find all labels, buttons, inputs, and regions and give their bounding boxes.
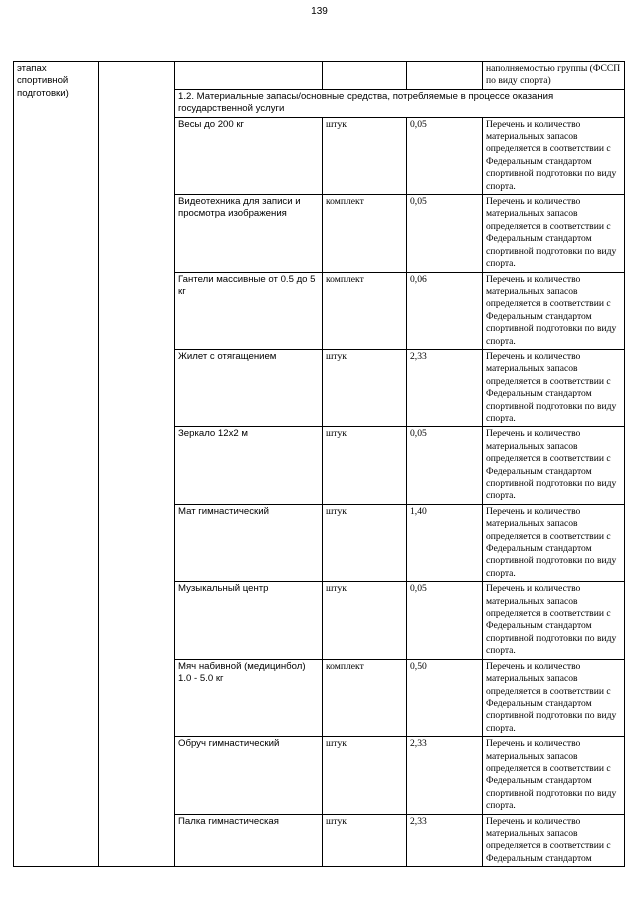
top-note-cell: наполняемостью группы (ФССП по виду спорта) <box>483 62 625 90</box>
item-name: Обруч гимнастический <box>175 737 323 814</box>
item-value: 0,05 <box>407 427 483 504</box>
item-note: Перечень и количество материальных запасов определяется в соответствии с Федеральным стандартом спортивной подготовки по виду спорта. <box>483 195 625 272</box>
table-row <box>14 62 625 90</box>
item-note: Перечень и количество материальных запасов определяется в соответствии с Федеральным стандартом спортивной подготовки по виду спорта. <box>483 349 625 426</box>
item-note: Перечень и количество материальных запасов определяется в соответствии с Федеральным стандартом спортивной подготовки по виду спорта. <box>483 427 625 504</box>
stage-cell: этапах спортивной подготовки) <box>14 62 99 867</box>
item-name: Весы до 200 кг <box>175 117 323 194</box>
item-note: Перечень и количество материальных запасов определяется в соответствии с Федеральным стандартом спортивной подготовки по виду спорта. <box>483 582 625 659</box>
item-value: 1,40 <box>407 504 483 581</box>
item-note: Перечень и количество материальных запасов определяется в соответствии с Федеральным стандартом спортивной подготовки по виду спорта. <box>483 117 625 194</box>
item-unit: штук <box>323 117 407 194</box>
item-name: Мат гимнастический <box>175 504 323 581</box>
item-note: Перечень и количество материальных запасов определяется в соответствии с Федеральным стандартом спортивной подготовки по виду спорта. <box>483 737 625 814</box>
item-name: Мяч набивной (медицинбол) 1.0 - 5.0 кг <box>175 659 323 736</box>
empty-cell <box>407 62 483 90</box>
item-unit: штук <box>323 582 407 659</box>
item-unit: комплект <box>323 272 407 349</box>
item-note: Перечень и количество материальных запасов определяется в соответствии с Федеральным стандартом спортивной подготовки по виду спорта. <box>483 504 625 581</box>
item-name: Жилет с отягащением <box>175 349 323 426</box>
section-title: 1.2. Материальные запасы/основные средства, потребляемые в процессе оказания государственной услуги <box>175 89 625 117</box>
empty-cell <box>175 62 323 90</box>
item-value: 0,50 <box>407 659 483 736</box>
item-unit: штук <box>323 814 407 867</box>
item-note: Перечень и количество материальных запасов определяется в соответствии с Федеральным стандартом спортивной подготовки по виду спорта. <box>483 659 625 736</box>
norms-table <box>13 61 625 867</box>
item-unit: штук <box>323 504 407 581</box>
item-value: 2,33 <box>407 349 483 426</box>
item-unit: штук <box>323 737 407 814</box>
item-unit: штук <box>323 427 407 504</box>
item-name: Зеркало 12х2 м <box>175 427 323 504</box>
item-value: 0,06 <box>407 272 483 349</box>
item-value: 0,05 <box>407 195 483 272</box>
item-name: Видеотехника для записи и просмотра изображения <box>175 195 323 272</box>
item-value: 0,05 <box>407 582 483 659</box>
item-unit: комплект <box>323 195 407 272</box>
item-value: 0,05 <box>407 117 483 194</box>
item-name: Палка гимнастическая <box>175 814 323 867</box>
empty-cell <box>323 62 407 90</box>
item-unit: штук <box>323 349 407 426</box>
item-value: 2,33 <box>407 814 483 867</box>
page-number: 139 <box>311 6 328 17</box>
item-name: Гантели массивные от 0.5 до 5 кг <box>175 272 323 349</box>
item-unit: комплект <box>323 659 407 736</box>
item-value: 2,33 <box>407 737 483 814</box>
item-note: Перечень и количество материальных запасов определяется в соответствии с Федеральным стандартом спортивной подготовки по виду спорта. <box>483 272 625 349</box>
item-name: Музыкальный центр <box>175 582 323 659</box>
item-note: Перечень и количество материальных запасов определяется в соответствии с Федеральным стандартом <box>483 814 625 867</box>
blank-cell <box>99 62 175 867</box>
